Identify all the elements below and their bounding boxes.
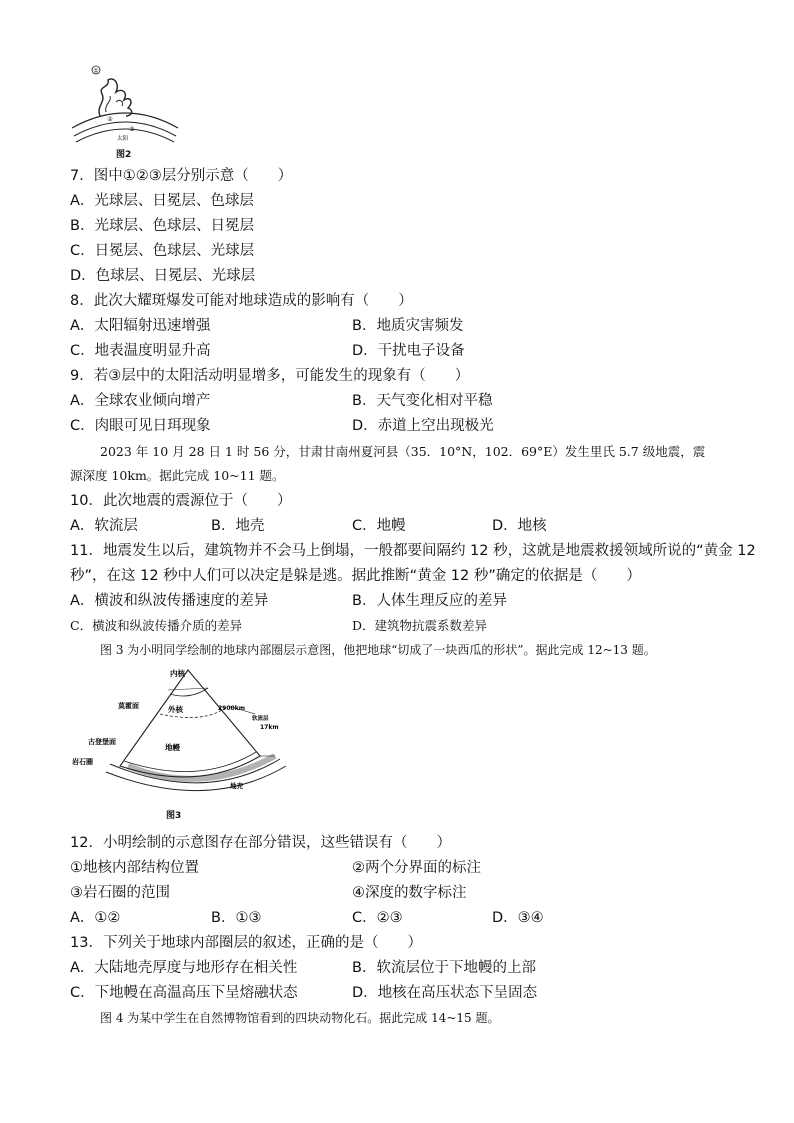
figure-2-caption: 图2 xyxy=(116,150,132,160)
q12-stem: 12．小明绘制的示意图存在部分错误，这些错误有（ ） xyxy=(70,835,451,851)
q11-stem-line2: 秒”，在这 12 秒中人们可以决定是躲是逃。据此推断“黄金 12 秒”确定的依据是（ ） xyxy=(70,568,641,584)
q10-stem: 10．此次地震的震源位于（ ） xyxy=(70,493,292,509)
q10-option-c: C．地幔 xyxy=(352,518,406,534)
q12-item-4: ④深度的数字标注 xyxy=(352,885,467,901)
q11-option-c: C．横波和纵波传播介质的差异 xyxy=(70,618,243,633)
q13-stem: 13．下列关于地球内部圈层的叙述，正确的是（ ） xyxy=(70,935,422,951)
q9-option-a: A．全球农业倾向增产 xyxy=(70,393,211,409)
q9-stem: 9．若③层中的太阳活动明显增多，可能发生的现象有（ ） xyxy=(70,368,470,384)
q9-option-d: D．赤道上空出现极光 xyxy=(352,418,494,434)
q12-item-3: ③岩石圈的范围 xyxy=(70,885,170,901)
fig2-num3: ③ xyxy=(129,126,135,133)
q11-stem-line1: 11．地震发生以后，建筑物并不会马上倒塌，一般都要间隔约 12 秒，这就是地震救援领域所说的“黄金 12 xyxy=(70,543,756,559)
fig3-moho-label: 莫霍面 xyxy=(118,702,139,710)
q7-stem: 7．图中①②③层分别示意（ ） xyxy=(70,168,293,184)
q13-option-c: C．下地幔在高温高压下呈熔融状态 xyxy=(70,985,298,1001)
intro-10-11-line2: 源深度 10km。据此完成 10~11 题。 xyxy=(70,468,285,483)
q7-option-b: B．光球层、色球层、日冕层 xyxy=(70,218,254,234)
q12-option-d: D．③④ xyxy=(492,910,544,926)
fig3-outer-core-label: 外核 xyxy=(168,705,183,714)
intro-12-13: 图 3 为小明同学绘制的地球内部圈层示意图，他把地球“切成了一块西瓜的形状”。据此完成 12~13 题。 xyxy=(100,643,656,657)
fig3-depth-label: 2900km xyxy=(218,705,245,712)
q8-option-d: D．干扰电子设备 xyxy=(352,343,465,359)
q12-item-2: ②两个分界面的标注 xyxy=(352,860,481,876)
q7-option-a: A．光球层、日冕层、色球层 xyxy=(70,193,254,209)
q10-option-b: B．地壳 xyxy=(211,518,265,534)
q13-option-d: D．地核在高压状态下呈固态 xyxy=(352,985,538,1001)
q7-option-c: C．日冕层、色球层、光球层 xyxy=(70,243,255,259)
figure-2-solar-atmosphere xyxy=(70,62,180,144)
q10-option-a: A．软流层 xyxy=(70,518,138,534)
fig3-gutenberg-label: 古登堡面 xyxy=(88,738,116,746)
fig3-crust-label: 地壳 xyxy=(230,782,243,790)
fig3-mantle-label: 地幔 xyxy=(165,743,180,752)
fig3-inner-core-label: 内核 xyxy=(170,669,185,678)
fig3-asthenosphere-label: 软流层 xyxy=(252,716,269,722)
q11-option-a: A．横波和纵波传播速度的差异 xyxy=(70,593,269,609)
intro-10-11-line1: 2023 年 10 月 28 日 1 时 56 分，甘肃甘南州夏河县（35．10°N，102．69°E）发生里氏 5.7 级地震，震 xyxy=(100,444,706,459)
q8-option-a: A．太阳辐射迅速增强 xyxy=(70,318,211,334)
fig2-num2: ② xyxy=(107,116,113,123)
figure-3-caption: 图3 xyxy=(166,811,182,821)
q13-option-a: A．大陆地壳厚度与地形存在相关性 xyxy=(70,960,298,976)
q12-option-b: B．①③ xyxy=(211,910,262,926)
q7-option-d: D．色球层、日冕层、光球层 xyxy=(70,268,256,284)
q11-option-b: B．人体生理反应的差异 xyxy=(352,593,507,609)
q13-option-b: B．软流层位于下地幔的上部 xyxy=(352,960,536,976)
q8-stem: 8．此次大耀斑爆发可能对地球造成的影响有（ ） xyxy=(70,293,413,309)
q12-option-a: A．①② xyxy=(70,910,121,926)
fig3-crust-depth-label: 17km xyxy=(260,724,279,731)
figure-3-earth-interior xyxy=(70,664,300,799)
fig2-num1: ① xyxy=(93,67,99,75)
q8-option-b: B．地质灾害频发 xyxy=(352,318,464,334)
intro-14-15: 图 4 为某中学生在自然博物馆看到的四块动物化石。据此完成 14~15 题。 xyxy=(100,1011,500,1025)
q12-option-c: C．②③ xyxy=(352,910,403,926)
fig2-sun-label: 太阳 xyxy=(117,136,129,142)
q10-option-d: D．地核 xyxy=(492,518,547,534)
q12-item-1: ①地核内部结构位置 xyxy=(70,860,199,876)
q9-option-b: B．天气变化相对平稳 xyxy=(352,393,493,409)
fig3-lithosphere-label: 岩石圈 xyxy=(72,758,93,766)
q8-option-c: C．地表温度明显升高 xyxy=(70,343,211,359)
q11-option-d: D．建筑物抗震系数差异 xyxy=(352,618,488,633)
q9-option-c: C．肉眼可见日珥现象 xyxy=(70,418,211,434)
